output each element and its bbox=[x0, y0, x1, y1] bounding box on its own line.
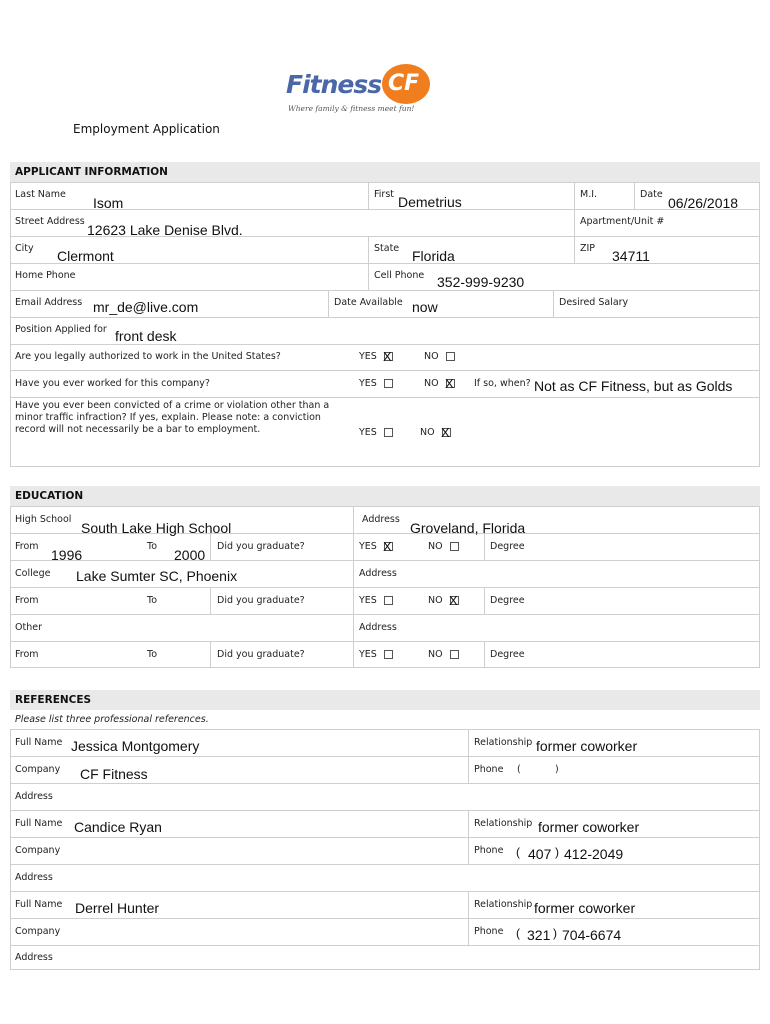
last-name-field[interactable]: Isom bbox=[93, 195, 124, 211]
city-label: City bbox=[15, 243, 34, 254]
college-from-label: From bbox=[15, 595, 39, 606]
first-name-field[interactable]: Demetrius bbox=[398, 194, 462, 210]
convicted-yes-checkbox[interactable] bbox=[384, 428, 393, 437]
divider bbox=[368, 263, 369, 290]
divider bbox=[10, 560, 760, 561]
if-so-when-label: If so, when? bbox=[474, 378, 531, 389]
convicted-no-label: NO bbox=[420, 427, 435, 438]
other-no-checkbox[interactable] bbox=[450, 650, 459, 659]
divider bbox=[484, 533, 485, 560]
divider bbox=[468, 891, 469, 945]
divider bbox=[10, 837, 760, 838]
ref2-full-name-field[interactable]: Candice Ryan bbox=[74, 819, 162, 835]
authorized-no-checkbox[interactable] bbox=[446, 352, 455, 361]
other-address-label: Address bbox=[359, 622, 397, 633]
references-section-title: REFERENCES bbox=[10, 690, 760, 710]
logo bbox=[284, 60, 434, 120]
divider bbox=[468, 729, 469, 783]
ref3-full-name-label: Full Name bbox=[15, 899, 63, 910]
other-from-label: From bbox=[15, 649, 39, 660]
state-label: State bbox=[374, 243, 400, 254]
worked-when-field[interactable]: Not as CF Fitness, but as Golds bbox=[534, 378, 733, 394]
divider bbox=[368, 236, 369, 263]
divider bbox=[10, 290, 760, 291]
ref2-phone-field[interactable]: 412-2049 bbox=[564, 846, 624, 862]
date-available-label: Date Available bbox=[334, 297, 403, 308]
divider bbox=[353, 506, 354, 668]
hs-from-label: From bbox=[15, 541, 39, 552]
ref3-phone-open-paren: ( bbox=[516, 926, 520, 940]
high-school-label: High School bbox=[15, 514, 72, 525]
college-graduate-question: Did you graduate? bbox=[217, 595, 305, 606]
worked-yes-checkbox[interactable] bbox=[384, 379, 393, 388]
authorized-no-label: NO bbox=[424, 351, 439, 362]
date-available-field[interactable]: now bbox=[412, 299, 438, 315]
divider bbox=[10, 783, 760, 784]
worked-no-label: NO bbox=[424, 378, 439, 389]
college-degree-label: Degree bbox=[490, 595, 525, 606]
divider bbox=[484, 587, 485, 614]
divider bbox=[10, 587, 760, 588]
convicted-no-mark: X bbox=[441, 425, 450, 440]
logo-tagline: Where family & fitness meet fun! bbox=[288, 104, 415, 113]
city-field[interactable]: Clermont bbox=[57, 248, 114, 264]
desired-salary-label: Desired Salary bbox=[559, 297, 629, 308]
ref2-phone-close-paren: ) bbox=[555, 845, 559, 859]
last-name-label: Last Name bbox=[15, 189, 66, 200]
ref3-phone-field[interactable]: 704-6674 bbox=[562, 927, 622, 943]
college-no-mark: X bbox=[449, 593, 458, 608]
college-label: College bbox=[15, 568, 51, 579]
divider bbox=[10, 891, 760, 892]
high-school-address-label: Address bbox=[362, 514, 400, 525]
ref3-phone-label: Phone bbox=[474, 926, 504, 937]
form-title: Employment Application bbox=[73, 122, 220, 136]
college-yes-checkbox[interactable] bbox=[384, 596, 393, 605]
street-address-label: Street Address bbox=[15, 216, 85, 227]
college-to-label: To bbox=[147, 595, 158, 606]
apartment-label: Apartment/Unit # bbox=[580, 216, 665, 227]
convicted-yes-label: YES bbox=[359, 427, 377, 438]
ref1-company-field[interactable]: CF Fitness bbox=[80, 766, 148, 782]
ref3-relationship-label: Relationship bbox=[474, 899, 533, 910]
ref3-company-label: Company bbox=[15, 926, 61, 937]
divider bbox=[10, 614, 760, 615]
college-field[interactable]: Lake Sumter SC, Phoenix bbox=[76, 568, 238, 584]
other-label: Other bbox=[15, 622, 42, 633]
ref2-area-code-field[interactable]: 407 bbox=[528, 846, 552, 862]
divider bbox=[574, 182, 575, 209]
ref2-company-label: Company bbox=[15, 845, 61, 856]
divider bbox=[574, 236, 575, 263]
ref2-phone-open-paren: ( bbox=[516, 845, 520, 859]
hs-to-field[interactable]: 2000 bbox=[174, 547, 206, 563]
other-to-label: To bbox=[147, 649, 158, 660]
divider bbox=[328, 290, 329, 317]
divider bbox=[10, 945, 760, 946]
worked-no-mark: X bbox=[445, 376, 454, 391]
ref1-address-label: Address bbox=[15, 791, 53, 802]
divider bbox=[10, 918, 760, 919]
convicted-question: Have you ever been convicted of a crime or violation other than a minor traffic infraction? If yes, explain. Please note: a conviction record will not necessarily be a bar to employment. bbox=[15, 400, 330, 435]
authorized-question: Are you legally authorized to work in the United States? bbox=[15, 351, 281, 362]
cell-phone-label: Cell Phone bbox=[374, 270, 425, 281]
cell-phone-field[interactable]: 352-999-9230 bbox=[437, 274, 525, 290]
ref1-phone-label: Phone bbox=[474, 764, 504, 775]
divider bbox=[210, 641, 211, 668]
ref3-address-label: Address bbox=[15, 952, 53, 963]
ref3-full-name-field[interactable]: Derrel Hunter bbox=[75, 900, 160, 916]
high-school-address-field[interactable]: Groveland, Florida bbox=[410, 520, 526, 536]
other-graduate-question: Did you graduate? bbox=[217, 649, 305, 660]
home-phone-label: Home Phone bbox=[15, 270, 76, 281]
state-field[interactable]: Florida bbox=[412, 248, 455, 264]
divider bbox=[10, 397, 760, 398]
divider bbox=[553, 290, 554, 317]
other-degree-label: Degree bbox=[490, 649, 525, 660]
divider bbox=[468, 810, 469, 864]
ref2-relationship-label: Relationship bbox=[474, 818, 533, 829]
ref3-relationship-field[interactable]: former coworker bbox=[534, 900, 636, 916]
divider bbox=[210, 587, 211, 614]
logo-badge-text: CF bbox=[388, 71, 420, 96]
zip-field[interactable]: 34711 bbox=[612, 248, 650, 264]
date-field[interactable]: 06/26/2018 bbox=[668, 195, 739, 211]
ref1-phone-open-paren: ( bbox=[517, 764, 521, 775]
divider bbox=[10, 344, 760, 345]
hs-no-checkbox[interactable] bbox=[450, 542, 459, 551]
ref3-phone-close-paren: ) bbox=[553, 926, 557, 940]
ref1-company-label: Company bbox=[15, 764, 61, 775]
ref1-phone-close-paren: ) bbox=[555, 764, 559, 775]
applicant-section-title: APPLICANT INFORMATION bbox=[10, 162, 760, 182]
street-address-field[interactable]: 12623 Lake Denise Blvd. bbox=[87, 222, 243, 238]
ref1-relationship-label: Relationship bbox=[474, 737, 533, 748]
zip-label: ZIP bbox=[580, 243, 596, 254]
first-name-label: First bbox=[374, 189, 394, 200]
divider bbox=[10, 317, 760, 318]
other-no-label: NO bbox=[428, 649, 443, 660]
hs-from-field[interactable]: 1996 bbox=[51, 547, 83, 563]
position-field[interactable]: front desk bbox=[115, 328, 177, 344]
divider bbox=[484, 641, 485, 668]
hs-to-label: To bbox=[147, 541, 158, 552]
position-label: Position Applied for bbox=[15, 324, 107, 335]
worked-question: Have you ever worked for this company? bbox=[15, 378, 210, 389]
ref2-address-label: Address bbox=[15, 872, 53, 883]
divider bbox=[210, 533, 211, 560]
college-address-label: Address bbox=[359, 568, 397, 579]
hs-degree-label: Degree bbox=[490, 541, 525, 552]
ref2-full-name-label: Full Name bbox=[15, 818, 63, 829]
college-yes-label: YES bbox=[359, 595, 377, 606]
high-school-field[interactable]: South Lake High School bbox=[81, 520, 232, 536]
ref1-full-name-field[interactable]: Jessica Montgomery bbox=[71, 738, 200, 754]
ref2-phone-label: Phone bbox=[474, 845, 504, 856]
divider bbox=[10, 370, 760, 371]
mi-label: M.I. bbox=[580, 189, 598, 200]
hs-no-label: NO bbox=[428, 541, 443, 552]
college-no-label: NO bbox=[428, 595, 443, 606]
education-section-title: EDUCATION bbox=[10, 486, 760, 506]
divider bbox=[368, 182, 369, 209]
ref1-full-name-label: Full Name bbox=[15, 737, 63, 748]
authorized-yes-mark: X bbox=[383, 349, 392, 364]
other-yes-checkbox[interactable] bbox=[384, 650, 393, 659]
email-field[interactable]: mr_de@live.com bbox=[93, 299, 199, 315]
hs-yes-label: YES bbox=[359, 541, 377, 552]
hs-yes-mark: X bbox=[383, 539, 392, 554]
date-label: Date bbox=[640, 189, 663, 200]
divider bbox=[10, 641, 760, 642]
ref3-area-code-field[interactable]: 321 bbox=[527, 927, 551, 943]
divider bbox=[10, 756, 760, 757]
divider bbox=[10, 810, 760, 811]
ref2-relationship-field[interactable]: former coworker bbox=[538, 819, 640, 835]
divider bbox=[574, 209, 575, 236]
logo-wordmark: Fitness bbox=[286, 70, 382, 99]
divider bbox=[634, 182, 635, 209]
other-yes-label: YES bbox=[359, 649, 377, 660]
authorized-yes-label: YES bbox=[359, 351, 377, 362]
references-instructions: Please list three professional references. bbox=[15, 714, 209, 725]
ref1-relationship-field[interactable]: former coworker bbox=[536, 738, 638, 754]
email-label: Email Address bbox=[15, 297, 83, 308]
worked-yes-label: YES bbox=[359, 378, 377, 389]
divider bbox=[10, 864, 760, 865]
hs-graduate-question: Did you graduate? bbox=[217, 541, 305, 552]
